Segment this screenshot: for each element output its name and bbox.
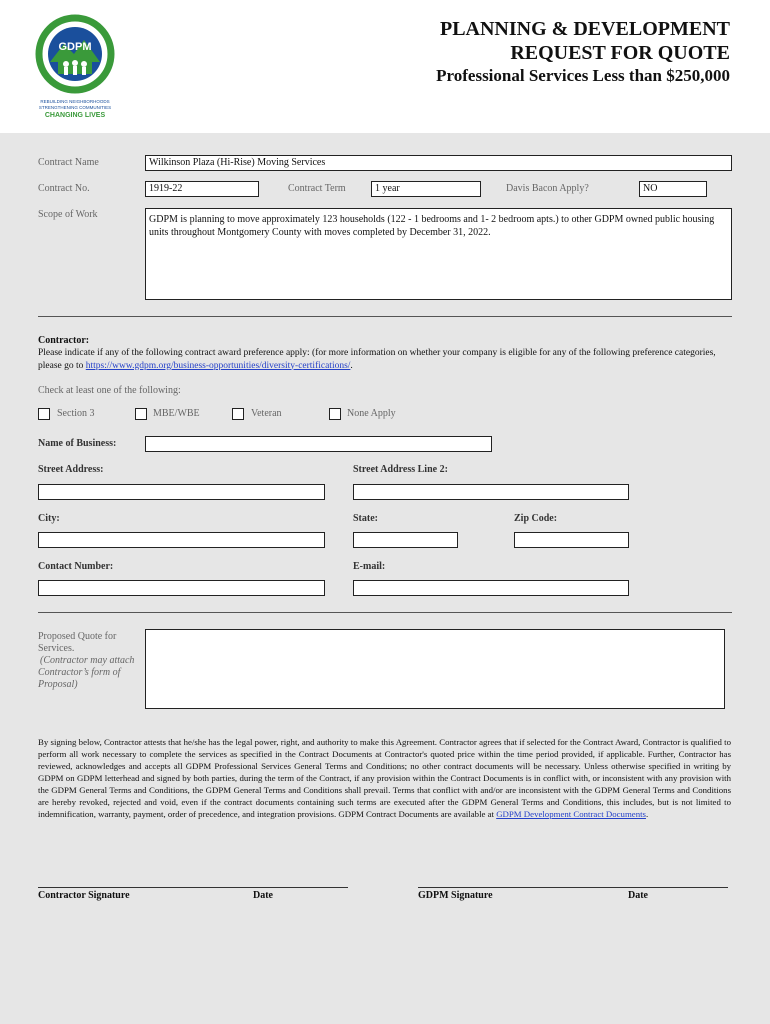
contact-number-field[interactable] [38, 580, 325, 596]
gdpm-date-line [538, 887, 728, 888]
contract-term-label: Contract Term [288, 183, 346, 194]
city-field[interactable] [38, 532, 325, 548]
state-label: State: [353, 513, 378, 524]
contract-name-field[interactable]: Wilkinson Plaza (Hi-Rise) Moving Services [145, 155, 732, 171]
gdpm-signature-line [418, 887, 538, 888]
instructions-text: Please indicate if any of the following contract award preference apply: (for more information on whether your company is eligible for any of the following preference categories, please go to [38, 348, 716, 371]
logo-tagline-line-1: REBUILDING NEIGHBORHOODS [40, 99, 110, 104]
svg-text:GDPM: GDPM [58, 41, 92, 53]
veteran-label: Veteran [251, 408, 282, 419]
proposed-quote-field[interactable] [145, 629, 725, 709]
logo-emblem-icon [30, 14, 120, 94]
contract-documents-link[interactable]: GDPM Development Contract Documents [496, 809, 646, 819]
scope-of-work-field[interactable]: GDPM is planning to move approximately 123 households (122 - 1 bedrooms and 1- 2 bedroom apts.) to other GDPM owned public housing units throughout Montgomery County with moves completed by December 31, 2022. [145, 208, 732, 300]
contractor-heading: Contractor: [38, 335, 90, 346]
scope-of-work-label: Scope of Work [38, 209, 98, 220]
street-address-2-label: Street Address Line 2: [353, 464, 448, 475]
davis-bacon-field[interactable]: NO [639, 181, 707, 197]
city-label: City: [38, 513, 60, 524]
title-line-2: REQUEST FOR QUOTE [510, 42, 730, 64]
proposed-quote-label [38, 631, 138, 691]
veteran-checkbox[interactable] [232, 408, 244, 420]
mbe-wbe-label: MBE/WBE [153, 408, 200, 419]
title-line-3: Professional Services Less than $250,000 [436, 66, 730, 85]
instructions-end: . [350, 360, 353, 371]
proposal-note-line-1: (Contractor may attach [40, 655, 135, 666]
state-field[interactable] [353, 532, 458, 548]
section-divider-2 [38, 612, 732, 613]
logo-tagline-accent: CHANGING LIVES [44, 112, 106, 119]
gdpm-signature-label: GDPM Signature [418, 890, 493, 901]
street-address-field[interactable] [38, 484, 325, 500]
contract-term-field[interactable]: 1 year [371, 181, 481, 197]
section-3-label: Section 3 [57, 408, 95, 419]
section-3-checkbox[interactable] [38, 408, 50, 420]
contractor-date-line [253, 887, 348, 888]
mbe-wbe-checkbox[interactable] [135, 408, 147, 420]
email-field[interactable] [353, 580, 629, 596]
contractor-instructions [38, 347, 732, 372]
email-label: E-mail: [353, 561, 386, 572]
contractor-signature-label: Contractor Signature [38, 890, 130, 901]
gdpm-date-label: Date [628, 890, 648, 901]
street-address-2-field[interactable] [353, 484, 629, 500]
contractor-signature-line [38, 887, 253, 888]
none-apply-checkbox[interactable] [329, 408, 341, 420]
title-line-1: PLANNING & DEVELOPMENT [439, 18, 730, 40]
davis-bacon-label: Davis Bacon Apply? [506, 183, 589, 194]
terms-end: . [645, 809, 649, 819]
proposed-quote-line-2: Services. [38, 643, 75, 654]
none-apply-label: None Apply [347, 408, 396, 419]
section-divider-1 [38, 316, 732, 317]
proposal-note-line-2: Contractor’s form of [38, 667, 121, 678]
contact-number-label: Contact Number: [38, 561, 114, 572]
contract-name-label: Contract Name [38, 157, 99, 168]
proposal-note-line-3: Proposal) [38, 679, 78, 690]
contract-no-label: Contract No. [38, 183, 90, 194]
proposed-quote-line-1: Proposed Quote for [38, 631, 117, 642]
check-instruction-label: Check at least one of the following: [38, 385, 181, 396]
gdpm-logo [30, 14, 120, 120]
logo-tagline [30, 99, 120, 120]
business-name-label: Name of Business: [38, 438, 117, 449]
terms-paragraph [38, 736, 731, 820]
business-name-field[interactable] [145, 436, 492, 452]
zip-code-label: Zip Code: [514, 513, 558, 524]
diversity-certifications-link[interactable]: https://www.gdpm.org/business-opportunities/diversity-certifications/ [85, 360, 351, 371]
zip-code-field[interactable] [514, 532, 629, 548]
contractor-date-label: Date [253, 890, 273, 901]
street-address-label: Street Address: [38, 464, 104, 475]
logo-tagline-line-2: STRENGTHENING COMMUNITIES [38, 105, 112, 110]
contract-no-field[interactable]: 1919-22 [145, 181, 259, 197]
terms-text: By signing below, Contractor attests that he/she has the legal power, right, and authority to make this Agreement. Contractor agrees that if selected for the Contract Award, Contractor is qualified to perform all work necessary to complete the services as specified in the Contract Documents at Contractor's quoted price within the time period provided, if applicable. Further, Contractor has reviewed, acknowledges and accepts all GDPM Professional Services General Terms and Conditions; no other contract documents will be necessary. Unless otherwise specified in writing by GDPM on GDPM letterhead and signed by both parties, during the term of the Contract, if any provision within the Contract Documents is in conflict with, or inconsistent with any provision with the GDPM General Terms and Conditions, the GDPM General Terms and Conditions shall prevail. Terms that conflict with and/or are inconsistent with the GDPM General Terms and Conditions are hereby revoked, rejected and void, even if the contract documents containing such terms are executed after the GDPM General Terms and Conditions, this includes, but is not limited to indemnification, warranty, payment, order of precedence, and integration provisions. GDPM Contract Documents are available at [38, 737, 731, 819]
